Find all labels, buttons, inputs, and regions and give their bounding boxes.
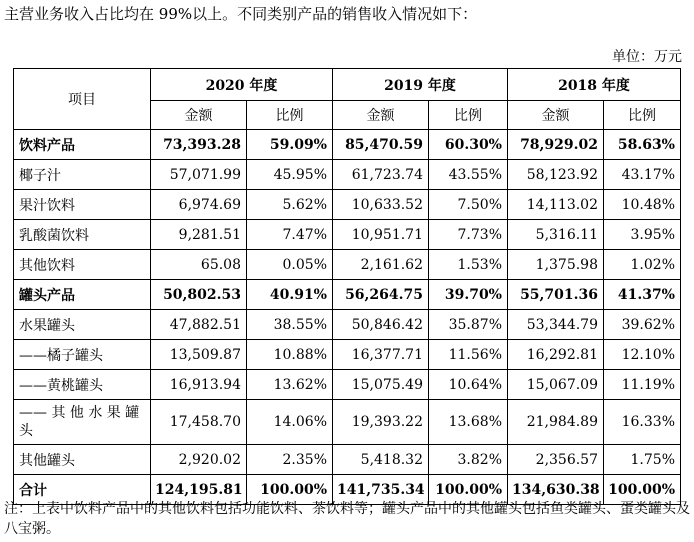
ratio-cell: 11.56% (429, 340, 508, 370)
row-label: 乳酸菌饮料 (14, 220, 151, 250)
table-row (14, 280, 681, 310)
amount-cell: 16,913.94 (151, 370, 247, 400)
amount-cell: 16,292.81 (508, 340, 604, 370)
ratio-cell: 0.05% (247, 250, 333, 280)
amount-cell: 58,123.92 (508, 160, 604, 190)
amount-cell: 124,195.81 (151, 475, 247, 505)
table-row (14, 220, 681, 250)
year-header: 2019 年度 (333, 69, 508, 101)
ratio-cell: 2.35% (247, 445, 333, 475)
table-row (14, 160, 681, 190)
ratio-cell: 7.47% (247, 220, 333, 250)
table-row (14, 250, 681, 280)
sales-revenue-table (13, 68, 681, 505)
amount-cell: 1,375.98 (508, 250, 604, 280)
amount-cell: 61,723.74 (333, 160, 429, 190)
ratio-header: 比例 (429, 101, 508, 130)
row-label: 椰子汁 (14, 160, 151, 190)
amount-cell: 2,920.02 (151, 445, 247, 475)
amount-cell: 5,418.32 (333, 445, 429, 475)
ratio-cell: 60.30% (429, 130, 508, 160)
ratio-cell: 45.95% (247, 160, 333, 190)
ratio-cell: 38.55% (247, 310, 333, 340)
row-label: 罐头产品 (14, 280, 151, 310)
item-header: 项目 (14, 69, 151, 130)
amount-cell: 65.08 (151, 250, 247, 280)
ratio-cell: 39.70% (429, 280, 508, 310)
amount-cell: 16,377.71 (333, 340, 429, 370)
amount-cell: 10,633.52 (333, 190, 429, 220)
row-label: 饮料产品 (14, 130, 151, 160)
amount-cell: 6,974.69 (151, 190, 247, 220)
amount-cell: 50,846.42 (333, 310, 429, 340)
ratio-cell: 14.06% (247, 400, 333, 445)
header-row-years (14, 69, 681, 101)
ratio-cell: 7.50% (429, 190, 508, 220)
ratio-cell: 35.87% (429, 310, 508, 340)
ratio-header: 比例 (247, 101, 333, 130)
table-row (14, 445, 681, 475)
ratio-cell: 5.62% (247, 190, 333, 220)
row-label: 其他罐头 (14, 445, 151, 475)
amount-cell: 21,984.89 (508, 400, 604, 445)
row-label: 合计 (14, 475, 151, 505)
ratio-cell: 41.37% (604, 280, 681, 310)
ratio-cell: 40.91% (247, 280, 333, 310)
row-label: 其他饮料 (14, 250, 151, 280)
amount-cell: 2,356.57 (508, 445, 604, 475)
ratio-cell: 10.48% (604, 190, 681, 220)
amount-cell: 15,075.49 (333, 370, 429, 400)
ratio-cell: 13.68% (429, 400, 508, 445)
table-row (14, 190, 681, 220)
amount-cell: 47,882.51 (151, 310, 247, 340)
ratio-cell: 1.02% (604, 250, 681, 280)
table-body (14, 130, 681, 505)
amount-cell: 15,067.09 (508, 370, 604, 400)
ratio-cell: 100.00% (604, 475, 681, 505)
ratio-cell: 3.82% (429, 445, 508, 475)
amount-cell: 55,701.36 (508, 280, 604, 310)
ratio-cell: 10.64% (429, 370, 508, 400)
row-label: 水果罐头 (14, 310, 151, 340)
amount-cell: 57,071.99 (151, 160, 247, 190)
amount-cell: 56,264.75 (333, 280, 429, 310)
year-header: 2018 年度 (508, 69, 681, 101)
ratio-cell: 100.00% (429, 475, 508, 505)
intro-text: 主营业务收入占比均在 99%以上。不同类别产品的销售收入情况如下： (4, 5, 478, 23)
amount-cell: 85,470.59 (333, 130, 429, 160)
table-row (14, 310, 681, 340)
amount-header: 金额 (508, 101, 604, 130)
amount-cell: 19,393.22 (333, 400, 429, 445)
row-label: ——黄桃罐头 (14, 370, 151, 400)
ratio-cell: 58.63% (604, 130, 681, 160)
amount-cell: 13,509.87 (151, 340, 247, 370)
ratio-cell: 7.73% (429, 220, 508, 250)
ratio-cell: 16.33% (604, 400, 681, 445)
ratio-cell: 39.62% (604, 310, 681, 340)
ratio-cell: 1.75% (604, 445, 681, 475)
ratio-cell: 100.00% (247, 475, 333, 505)
ratio-cell: 43.55% (429, 160, 508, 190)
table-row (14, 340, 681, 370)
amount-cell: 5,316.11 (508, 220, 604, 250)
amount-cell: 14,113.02 (508, 190, 604, 220)
ratio-cell: 12.10% (604, 340, 681, 370)
ratio-cell: 43.17% (604, 160, 681, 190)
ratio-cell: 11.19% (604, 370, 681, 400)
year-header: 2020 年度 (151, 69, 333, 101)
amount-header: 金额 (151, 101, 247, 130)
amount-cell: 50,802.53 (151, 280, 247, 310)
table-row (14, 400, 681, 445)
amount-cell: 73,393.28 (151, 130, 247, 160)
amount-cell: 2,161.62 (333, 250, 429, 280)
row-label: ——橘子罐头 (14, 340, 151, 370)
ratio-cell: 10.88% (247, 340, 333, 370)
table-row (14, 130, 681, 160)
ratio-header: 比例 (604, 101, 681, 130)
ratio-cell: 1.53% (429, 250, 508, 280)
amount-header: 金额 (333, 101, 429, 130)
ratio-cell: 3.95% (604, 220, 681, 250)
amount-cell: 9,281.51 (151, 220, 247, 250)
unit-label: 单位：万元 (612, 49, 682, 65)
ratio-cell: 59.09% (247, 130, 333, 160)
amount-cell: 141,735.34 (333, 475, 429, 505)
amount-cell: 78,929.02 (508, 130, 604, 160)
ratio-cell: 13.62% (247, 370, 333, 400)
amount-cell: 53,344.79 (508, 310, 604, 340)
amount-cell: 10,951.71 (333, 220, 429, 250)
row-label: 果汁饮料 (14, 190, 151, 220)
table-row (14, 370, 681, 400)
row-label: —— 其 他 水 果 罐头 (14, 400, 151, 445)
amount-cell: 134,630.38 (508, 475, 604, 505)
footnote: 注：上表中饮料产品中的其他饮料包括功能饮料、茶饮料等；罐头产品中的其他罐头包括鱼类罐头、蛋类罐头及八宝粥。 (4, 501, 690, 537)
amount-cell: 17,458.70 (151, 400, 247, 445)
